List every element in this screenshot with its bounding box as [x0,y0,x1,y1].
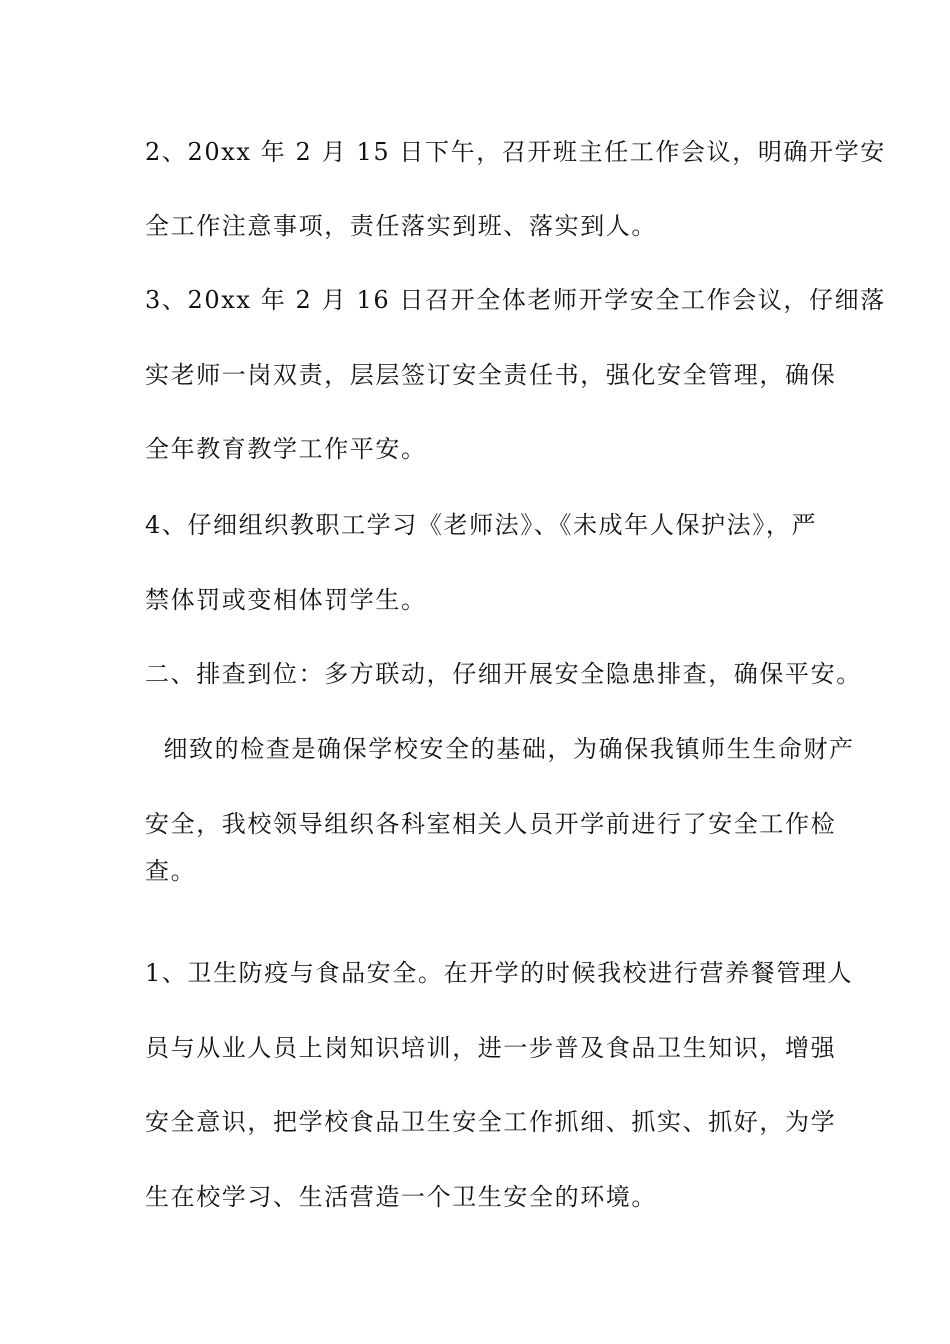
text-line: 禁体罚或变相体罚学生。 [145,586,427,614]
text-line: 实老师一岗双责，层层签订安全责任书，强化安全管理，确保 [145,361,837,389]
text-line: 查。 [145,857,197,885]
text-line: 细致的检查是确保学校安全的基础，为确保我镇师生生命财产 [145,735,855,763]
text-line: 2、20xx 年 2 月 15 日下午，召开班主任工作会议，明确开学安 [145,138,886,166]
text-line: 安全意识，把学校食品卫生安全工作抓细、抓实、抓好，为学 [145,1108,837,1136]
text-line: 1、卫生防疫与食品安全。在开学的时候我校进行营养餐管理人 [145,959,854,987]
text-line: 员与从业人员上岗知识培训，进一步普及食品卫生知识，增强 [145,1034,837,1062]
text-line: 3、20xx 年 2 月 16 日召开全体老师开学安全工作会议，仔细落 [145,286,886,314]
text-line: 4、仔细组织教职工学习《老师法》、《未成年人保护法》，严 [145,511,818,539]
text-line: 全工作注意事项，责任落实到班、落实到人。 [145,212,657,240]
text-line: 生在校学习、生活营造一个卫生安全的环境。 [145,1183,657,1211]
section-heading: 二、排查到位：多方联动，仔细开展安全隐患排查，确保平安。 [145,660,862,688]
text-line: 全年教育教学工作平安。 [145,435,427,463]
text-line: 安全，我校领导组织各科室相关人员开学前进行了安全工作检 [145,810,837,838]
